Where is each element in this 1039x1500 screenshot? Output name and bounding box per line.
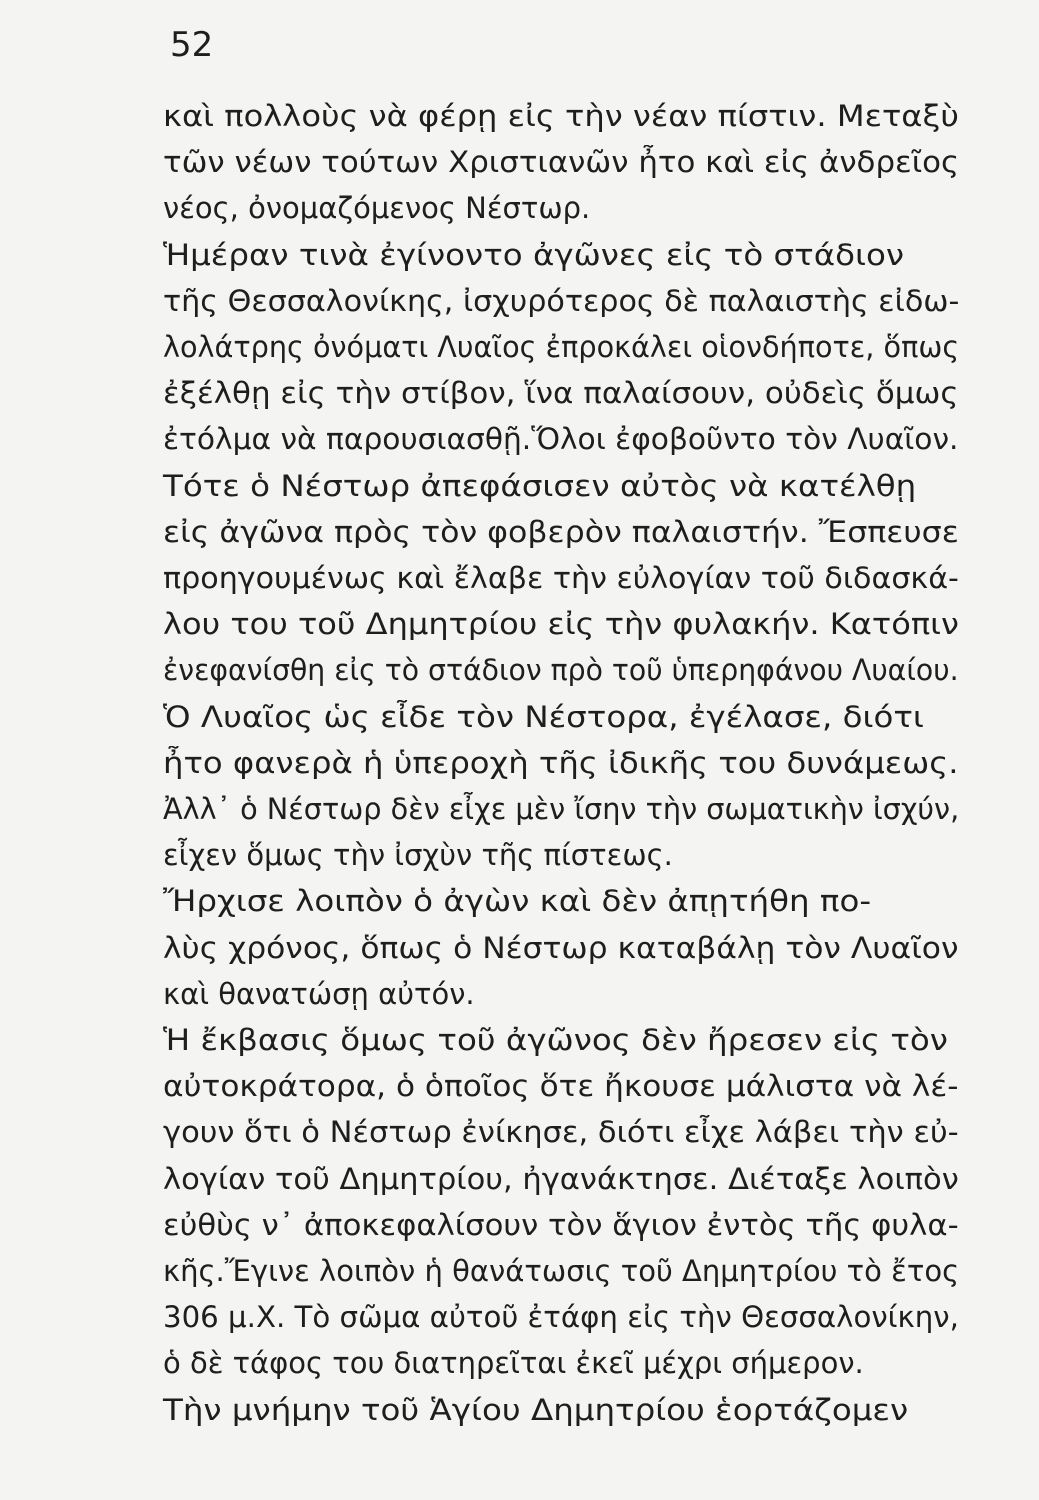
text-line: ἦτο φανερὰ ἡ ὑπεροχὴ τῆς ἰδικῆς του δυνάμεως.	[163, 745, 959, 780]
text-line: Ὁ Λυαῖος ὡς εἶδε τὸν Νέστορα, ἐγέλασε, διότι	[163, 699, 924, 734]
text-line: λολάτρης ὀνόματι Λυαῖος ἐπροκάλει οἱονδήποτε, ὅπως	[163, 330, 960, 364]
text-line: τῆς Θεσσαλονίκης, ἰσχυρότερος δὲ παλαιστὴς εἰδω-	[163, 283, 960, 318]
text-line: ὁ δὲ τάφος του διατηρεῖται ἐκεῖ μέχρι σήμερον.	[163, 1346, 864, 1381]
text-line: 306 μ.Χ. Τὸ σῶμα αὐτοῦ ἐτάφη εἰς τὴν Θεσσαλονίκην,	[163, 1300, 959, 1335]
text-line: ἐτόλμα νὰ παρουσιασθῇ.Ὅλοι ἐφοβοῦντο τὸν Λυαῖον.	[163, 422, 959, 457]
text-line: Τὴν μνήμην τοῦ Ἁγίου Δημητρίου ἑορτάζομεν	[163, 1392, 909, 1427]
text-line: τῶν νέων τούτων Χριστιανῶν ἦτο καὶ εἰς ἀνδρεῖος	[163, 145, 960, 180]
page-number: 52	[170, 25, 214, 65]
text-line: γουν ὅτι ὁ Νέστωρ ἐνίκησε, διότι εἶχε λάβει τὴν εὐ-	[163, 1115, 959, 1150]
body-text	[163, 92, 963, 1452]
text-line: αὐτοκράτορα, ὁ ὁποῖος ὅτε ἤκουσε μάλιστα νὰ λέ-	[163, 1069, 959, 1104]
text-line: εἶχεν ὅμως τὴν ἰσχὺν τῆς πίστεως.	[163, 838, 673, 873]
text-line: κῆς.Ἔγινε λοιπὸν ἡ θανάτωσις τοῦ Δημητρίου τὸ ἔτος	[163, 1254, 960, 1288]
text-line: εἰς ἀγῶνα πρὸς τὸν φοβερὸν παλαιστήν. Ἔσπευσε	[163, 514, 959, 549]
text-line: λου του τοῦ Δημητρίου εἰς τὴν φυλακήν. Κατόπιν	[163, 607, 959, 642]
text-line: Ἡμέραν τινὰ ἐγίνοντο ἀγῶνες εἰς τὸ στάδιον	[163, 237, 904, 272]
text-line: λὺς χρόνος, ὅπως ὁ Νέστωρ καταβάλῃ τὸν Λυαῖον	[163, 930, 959, 965]
text-line: καὶ θανατώσῃ αὐτόν.	[163, 976, 475, 1011]
text-line: Ἡ ἔκβασις ὅμως τοῦ ἀγῶνος δὲν ἤρεσεν εἰς τὸν	[163, 1023, 948, 1057]
text-line: καὶ πολλοὺς νὰ φέρῃ εἰς τὴν νέαν πίστιν. Μεταξὺ	[163, 99, 960, 133]
text-line: Ἀλλ᾽ ὁ Νέστωρ δὲν εἶχε μὲν ἴσην τὴν σωματικὴν ἰσχύν,	[163, 792, 960, 826]
text-line: εὐθὺς ν᾽ ἀποκεφαλίσουν τὸν ἅγιον ἐντὸς τῆς φυλα-	[163, 1207, 959, 1242]
text-line: Τότε ὁ Νέστωρ ἀπεφάσισεν αὐτὸς νὰ κατέλθῃ	[163, 468, 917, 503]
text-line: ἐξέλθῃ εἰς τὴν στίβον, ἵνα παλαίσουν, οὐδεὶς ὅμως	[163, 376, 959, 411]
text-line: προηγουμένως καὶ ἔλαβε τὴν εὐλογίαν τοῦ διδασκά-	[163, 561, 959, 595]
text-line: ἐνεφανίσθη εἰς τὸ στάδιον πρὸ τοῦ ὑπερηφάνου Λυαίου.	[163, 653, 959, 688]
text-line: λογίαν τοῦ Δημητρίου, ἠγανάκτησε. Διέταξε λοιπὸν	[163, 1161, 959, 1196]
text-line: Ἤρχισε λοιπὸν ὁ ἀγὼν καὶ δὲν ἀπῃτήθη πο-	[163, 884, 872, 919]
text-line: νέος, ὀνομαζόμενος Νέστωρ.	[163, 191, 591, 226]
